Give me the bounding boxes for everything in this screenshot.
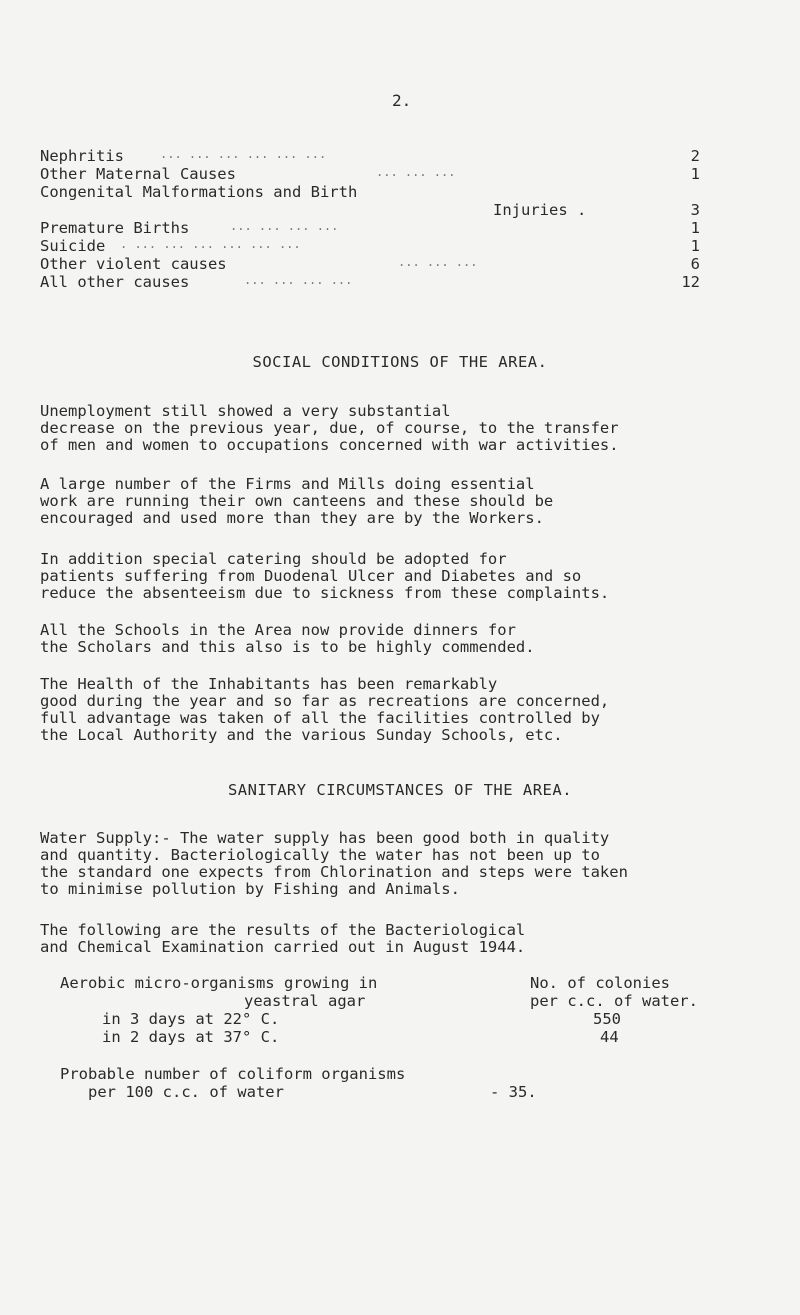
leader-dots: ... ... ... (398, 255, 478, 269)
cause-name: Other violent causes (40, 255, 227, 273)
leader-dots: ... ... ... ... (244, 273, 353, 287)
leader-dots: . ... ... ... ... ... ... (120, 237, 301, 251)
table-left-header-line1: Aerobic micro-organisms growing in (60, 974, 378, 992)
cause-value: 12 (681, 273, 700, 291)
cause-name: Premature Births (40, 219, 190, 237)
cause-name: All other causes (40, 273, 190, 291)
cause-value: 3 (690, 201, 700, 219)
page-number: 2. (392, 91, 412, 110)
row-label: in 3 days at 22° C. (102, 1010, 280, 1028)
table-right-header-line2: per c.c. of water. (530, 992, 698, 1010)
row-label: in 2 days at 37° C. (102, 1028, 280, 1046)
cause-name: Other Maternal Causes (40, 165, 236, 183)
cause-value: 1 (690, 237, 700, 255)
table-right-header-line1: No. of colonies (530, 974, 670, 992)
cause-name: Congenital Malformations and Birth (40, 183, 358, 201)
paragraph-canteens: A large number of the Firms and Mills doing essential work are running their own canteens and these should be encouraged and used more than they are by the Workers. (40, 475, 554, 527)
table-left-header-line2: yeastral agar (244, 992, 366, 1010)
leader-dots: ... ... ... ... (230, 219, 339, 233)
paragraph-health: The Health of the Inhabitants has been remarkably good during the year and so far as recreations are concerned, full advantage was taken of all the facilities controlled by the Local Authority and the various Sunday Schools, etc. (40, 675, 610, 744)
leader-dots: ... ... ... (376, 165, 456, 179)
cause-name: Suicide (40, 237, 106, 255)
paragraph-unemployment: Unemployment still showed a very substantial decrease on the previous year, due, of course, to the transfer of men and women to occupations concerned with war activities. (40, 402, 619, 454)
cause-value: 1 (690, 219, 700, 237)
probable-value: - 35. (490, 1083, 537, 1101)
cause-value: 6 (690, 255, 700, 273)
paragraph-catering: In addition special catering should be adopted for patients suffering from Duodenal Ulcer and Diabetes and so reduce the absenteeism due to sickness from these complaints. (40, 550, 610, 602)
row-value: 44 (600, 1028, 619, 1046)
cause-name: Nephritis (40, 147, 124, 165)
cause-value: 1 (690, 165, 700, 183)
paragraph-results-intro: The following are the results of the Bacteriological and Chemical Examination carried out in August 1944. (40, 921, 526, 956)
paragraph-schools: All the Schools in the Area now provide dinners for the Scholars and this also is to be highly commended. (40, 621, 535, 656)
cause-value: 2 (690, 147, 700, 165)
section-heading-sanitary: SANITARY CIRCUMSTANCES OF THE AREA. (227, 781, 573, 799)
probable-line1: Probable number of coliform organisms (60, 1065, 406, 1083)
section-heading-social: SOCIAL CONDITIONS OF THE AREA. (252, 353, 548, 371)
leader-dots: ... ... ... ... ... ... (160, 147, 327, 161)
probable-line2: per 100 c.c. of water (88, 1083, 284, 1101)
row-value: 550 (593, 1010, 621, 1028)
cause-name: Injuries . (493, 201, 587, 219)
paragraph-water-supply: Water Supply:- The water supply has been good both in quality and quantity. Bacteriologically the water has not been up to the standard one expects from Chlorination and steps were taken to minimise pollution by Fishing and Animals. (40, 829, 628, 898)
